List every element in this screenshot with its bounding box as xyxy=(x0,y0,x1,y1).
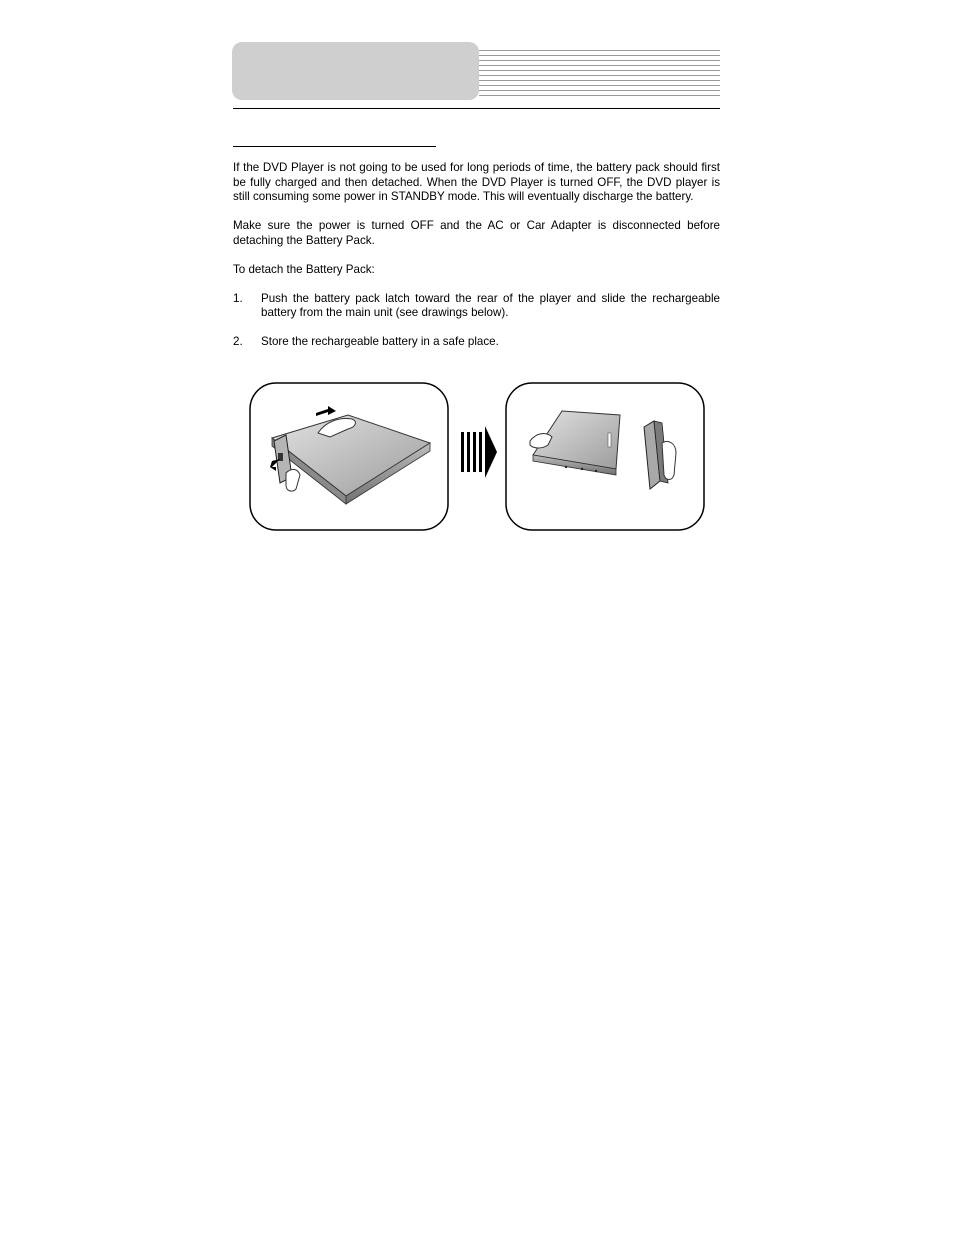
list-item xyxy=(233,292,720,321)
battery-detach-illustration xyxy=(248,381,708,533)
paragraph-storage: If the DVD Player is not going to be used for long periods of time, the battery pack should first be fully charged and then detached. When the DVD Player is turned OFF, the DVD player is still consuming some power in STANDBY mode. This will eventually discharge the battery. xyxy=(233,161,720,203)
list-item xyxy=(233,335,720,350)
section-title-underline xyxy=(233,146,436,147)
paragraph-instructions-intro: To detach the Battery Pack: xyxy=(233,262,375,276)
header-tab xyxy=(232,42,479,100)
player-and-detached-battery-icon xyxy=(506,383,704,530)
striped-right-arrow-icon xyxy=(461,426,497,478)
player-with-battery-sliding-out-icon xyxy=(250,383,448,530)
paragraph-power-off: Make sure the power is turned OFF and the AC or Car Adapter is disconnected before detaching the Battery Pack. xyxy=(233,219,720,247)
list-text: Push the battery pack latch toward the rear of the player and slide the rechargeable battery from the main unit (see drawings below). xyxy=(261,291,720,319)
list-text: Store the rechargeable battery in a safe place. xyxy=(261,335,499,348)
list-number: 1. xyxy=(233,291,243,305)
body-content xyxy=(233,161,720,364)
header-rule xyxy=(233,108,720,109)
header-stripes xyxy=(479,50,720,100)
list-number: 2. xyxy=(233,335,243,348)
